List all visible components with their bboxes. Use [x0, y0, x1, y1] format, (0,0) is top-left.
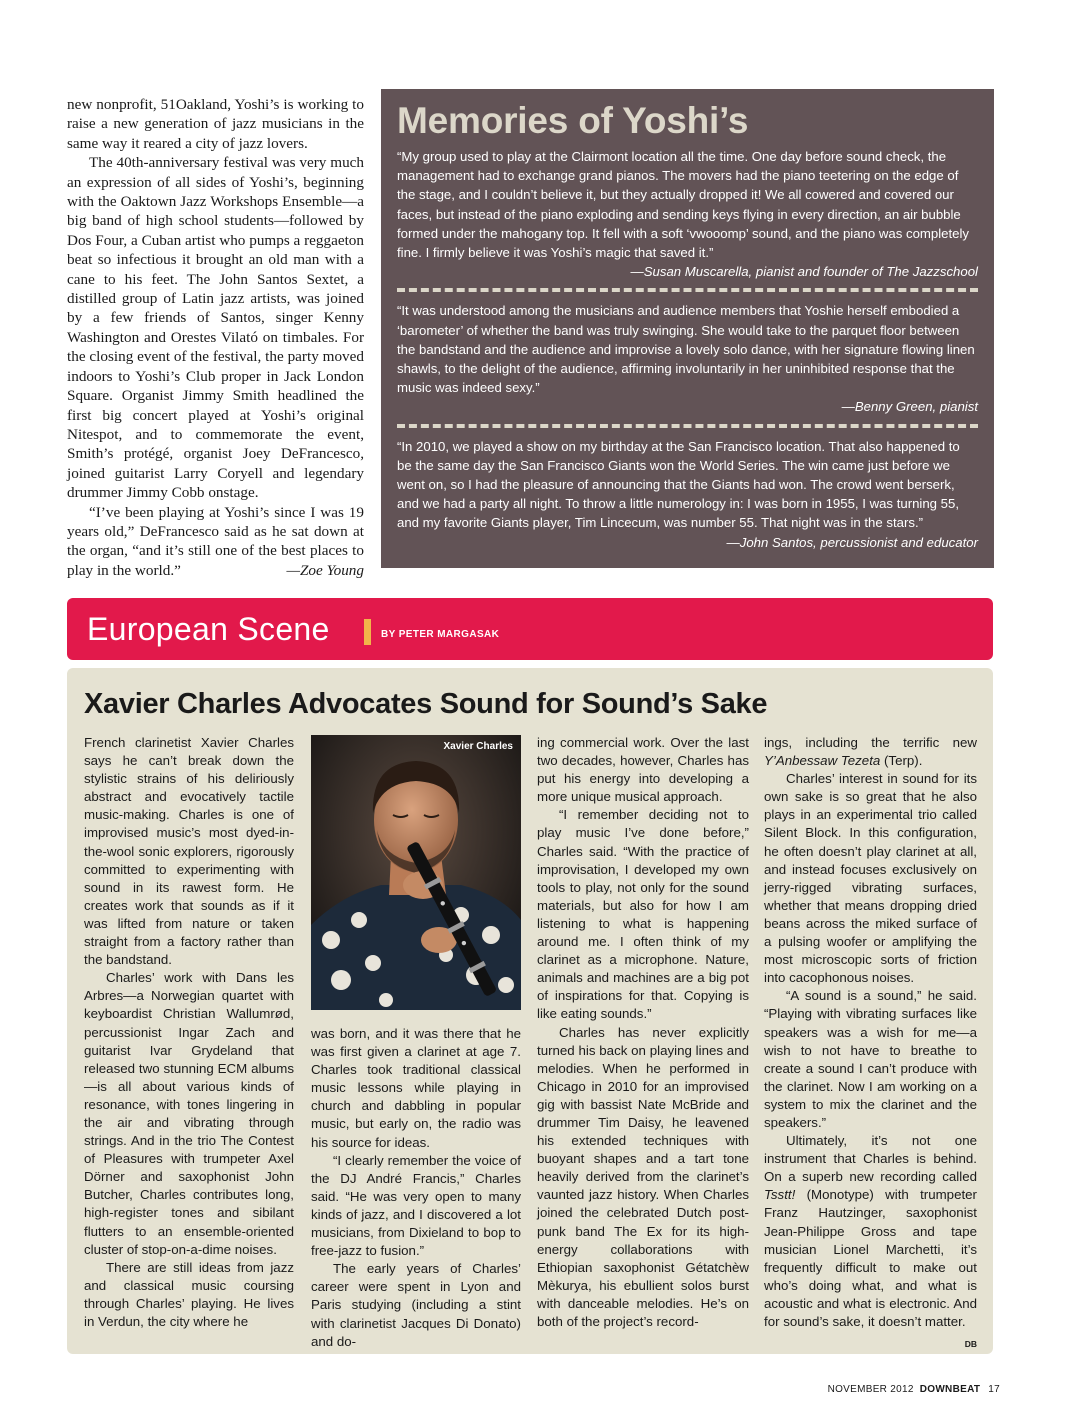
left-paragraph-text: “I’ve been playing at Yoshi’s since I was 19 years old,” DeFrancesco said as he sat down at the organ, “and it’s still one of the best places to play in the world.”	[67, 503, 364, 579]
photo-caption: Xavier Charles	[443, 741, 513, 752]
album-title: Y’Anbessaw Tezeta	[764, 753, 881, 769]
article-paragraph	[764, 1132, 977, 1350]
article-paragraph: “I remember deciding not to play music I’ve done before,” Charles said. “With the practice of improvisation, I developed my own tools to play, not only for the sound materials, but also for how I am listening to what is happening around me. I often think of my clarinet as a microphone. Nature, animals and machines are a big pot of inspirations for that. Copying is like eating sounds.”	[537, 807, 749, 1022]
left-paragraph: new nonprofit, 51Oakland, Yoshi’s is working to raise a new generation of jazz musicians in the same way it reared a city of jazz lovers.	[67, 96, 364, 152]
article-paragraph: The early years of Charles’ career were spent in Lyon and Paris studying (including a stint with clarinetist Jacques Di Donato) and do-	[311, 1261, 521, 1349]
article-column-1	[84, 734, 294, 1331]
left-paragraph: The 40th-anniversary festival was very much an expression of all sides of Yoshi’s, beginning with the Oaktown Jazz Workshops Ensemble—a big band of high school students—followed by Dos Four, a Cuban artist who pumps a reggaeton beat so infectious it brought an old man with a cane to his feet. The John Santos Sextet, a distilled group of Latin jazz artists, was joined by a few friends of Santos, singer Kenny Washington and Orestes Vilató on timbales. For the closing event of the festival, the party moved indoors to Yoshi’s Club proper in Jack London Square. Organist Jimmy Smith headlined the first big concert played at Yoshi’s original Nitespot, and to commemorate the event, Smith’s protégé, organist Joey DeFrancesco, joined guitarist Larry Coryell and legendary drummer Jimmy Cobb onstage.	[67, 154, 364, 502]
article-headline: Xavier Charles Advocates Sound for Sound’s Sake	[84, 688, 768, 720]
magazine-name: DOWNBEAT	[919, 1384, 981, 1395]
banner-separator	[364, 619, 371, 645]
article-column-3	[537, 734, 749, 1331]
byline: BY PETER MARGASAK	[381, 629, 500, 640]
memories-sidebar	[381, 89, 994, 568]
text-run: Ultimately, it’s not one instrument that Charles is behind. On a superb new recording called	[764, 1133, 977, 1185]
article-paragraph: French clarinetist Xavier Charles says he can’t break down the stylistic strains of his deliriously abstract and evocatively tactile music-making. Charles is one of improvised music’s most dyed-in-the-wool sonic explorers, rigorously committed to experimenting with sound in its rawest form. He creates work that sounds as if it was lifted from nature or taken straight from a factory rather than the bandstand.	[84, 735, 294, 968]
article-paragraph	[764, 734, 977, 770]
article-paragraph: “A sound is a sound,” he said. “Playing with vibrating surfaces like speakers was a wish for me—a wish to not have to breathe to create a sound I can’t produce with the clarinet. Now I am working on a system to mix the clarinet and the speakers.”	[764, 988, 977, 1130]
article-paragraph: Charles has never explicitly turned his back on playing lines and melodies. When he performed in Chicago in 2010 for an improvised gig with bassist Nate McBride and drummer Tim Daisy, he leavened his extended techniques with buoyant shapes and a tart tone heavily derived from the clarinet’s vaunted jazz history. When Charles joined the celebrated Dutch post-punk band The Ex for its high-energy collaborations with Ethiopian saxophonist Gétatchèw Mèkurya, his ebullient solos burst with danceable melodies. He’s on both of the project’s record-	[537, 1024, 749, 1329]
section-banner	[67, 598, 993, 660]
clarinetist-illustration	[311, 735, 521, 1010]
quote-text: “In 2010, we played a show on my birthday at the San Francisco location. That also happened to be the same day the San Francisco Giants won the World Series. The win came just before we went on, so I had the pleasure of announcing that the Giants had won. The crowd went berserk, and we had a party all night. To throw a little numerology in: I was born in 1955, I was turning 55, and my favorite Giants player, Tim Lincecum, was number 55. That night was in the stars.”	[397, 438, 960, 531]
article-paragraph: Charles’ work with Dans les Arbres—a Norwegian quartet with keyboardist Christian Wallumrød, percussionist Ingar Zach and guitarist Ivar Grydeland that released two stunning ECM albums—is all about various kinds of resonance, with tones lingering in the air and vibrating through strings. And in the trio The Contest of Pleasures with trumpeter Axel Dörner and saxophonist John Butcher, Charles contributes long, high-register tones and sibilant flutters to an ensemble-oriented cluster of stop-on-a-dime noises.	[84, 970, 294, 1257]
quote-attribution: —John Santos, percussionist and educator	[726, 534, 978, 550]
quote-text: “It was understood among the musicians and audience members that Yoshie herself embodied a ‘barometer’ of whether the band was truly swinging. She would take to the parquet floor between the bandstand and the audience and improvise a lovely solo dance, with her signature flowing linen shawls, to the delight of the audience, affirming involuntarily in her uninhibited response that the music was indeed sexy.”	[397, 303, 975, 396]
quote-santos	[397, 437, 978, 552]
author-signature: —Zoe Young	[286, 561, 364, 579]
section-title: European Scene	[87, 611, 330, 647]
page-number: 17	[988, 1384, 1000, 1395]
quote-attribution: —Benny Green, pianist	[841, 399, 978, 415]
text-run: (Monotype) with trumpeter Franz Hautzinger, saxophonist Jean-Philippe Gross and tape musician Lionel Marchetti, it’s frequently difficult to make out who’s doing what, and what is acoustic and what is electronic. And for sound’s sake, it doesn’t matter.	[764, 1187, 977, 1329]
musician-photo	[311, 735, 521, 1010]
end-mark: DB	[964, 1339, 977, 1350]
quote-text: “My group used to play at the Clairmont location all the time. One day before sound check, the management had to exchange grand pianos. The movers had the piano teetering on the edge of the stage, and I couldn’t believe it, but they actually dropped it! We all cowered and covered our faces, but instead of the piano exploding and sending keys flying in every direction, an air bubble formed under the mahogany top. It fell with a soft ‘vwooomp’ sound, and the piano was completely fine. I firmly believe it was Yoshi’s magic that saved it.”	[397, 149, 970, 261]
article-paragraph: “I clearly remember the voice of the DJ André Francis,” Charles said. “He was very open to many kinds of jazz, and I discovered a lot musicians, from Dixieland to bop to free-jazz to fusion.”	[311, 1152, 521, 1259]
quote-attribution: —Susan Muscarella, pianist and founder of The Jazzschool	[630, 264, 978, 280]
text-run: (Terp).	[880, 753, 923, 769]
issue-date: NOVEMBER 2012	[827, 1384, 914, 1395]
article-column-4	[764, 734, 977, 1353]
memories-title: Memories of Yoshi’s	[397, 100, 749, 141]
article-paragraph: was born, and it was there that he was first given a clarinet at age 7. Charles took traditional classical music lessons while playing in church and dabbling in popular music, but early on, the radio was his source for ideas.	[311, 1026, 521, 1150]
article-paragraph: Charles’ interest in sound for its own sake is so great that he also plays in an experimental trio called Silent Block. In this configuration, he often doesn’t play clarinet at all, and instead focuses exclusively on jerry-rigged vibrating surfaces, whether that means dropping dried beans across the miked surface of a pulsing woofer or amplifying the most microscopic sorts of friction into cacophonous noises.	[764, 771, 977, 986]
article-paragraph: There are still ideas from jazz and classical music coursing through Charles’ playing. He lives in Verdun, the city where he	[84, 1259, 294, 1329]
text-run: ings, including the terrific new	[764, 735, 977, 750]
left-column-text	[67, 95, 364, 580]
quote-muscarella	[397, 147, 978, 281]
dashed-divider	[397, 424, 978, 428]
quote-green	[397, 301, 978, 416]
album-title: Tsstt!	[764, 1187, 796, 1203]
page-footer	[700, 1384, 1000, 1395]
left-paragraph	[67, 503, 364, 581]
dashed-divider	[397, 288, 978, 292]
article-column-2	[311, 1025, 521, 1351]
article-paragraph: ing commercial work. Over the last two decades, however, Charles has put his energy into developing a more unique musical approach.	[537, 735, 749, 805]
